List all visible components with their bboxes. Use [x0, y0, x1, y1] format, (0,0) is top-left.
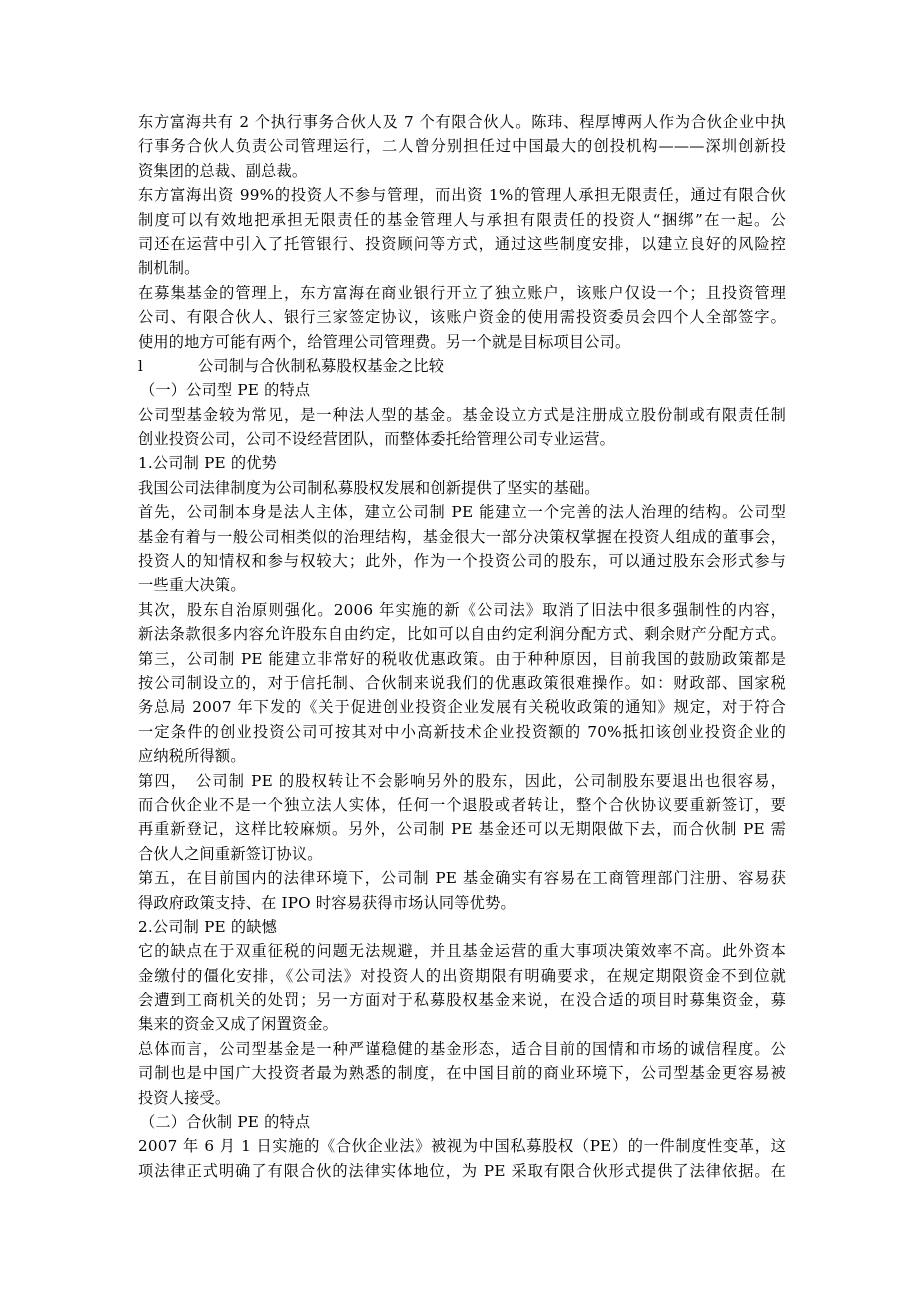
text-line: 一些重大决策。 [138, 576, 246, 595]
text-line: 资集团的总裁、副总裁。 [138, 161, 308, 180]
text-line: 司还在运营中引入了托管银行、投资顾问等方式，通过这些制度安排，以建立良好的风险控 [138, 234, 786, 253]
text-line: 得政府政策支持、在 IPO 时容易获得市场认同等优势。 [138, 893, 516, 912]
text-line: 务总局 2007 年下发的《关于促进创业投资企业发展有关税收政策的通知》规定，对于符合 [138, 698, 786, 717]
text-line: 东方富海共有 2 个执行事务合伙人及 7 个有限合伙人。陈玮、程厚博两人作为合伙企业中执 [138, 113, 786, 131]
text-line: 会遭到工商机关的处罚；另一方面对于私募股权基金来说，在没合适的项目时募集资金，募 [138, 991, 786, 1010]
text-line: 项法律正式明确了有限合伙的法律实体地位，为 PE 采取有限合伙形式提供了法律依据。在 [138, 1161, 786, 1180]
text-line: 2007 年 6 月 1 日实施的《合伙企业法》被视为中国私募股权（PE）的一件制度性变革，这 [138, 1137, 786, 1156]
text-line: 创业投资公司，公司不设经营团队，而整体委托给管理公司专业运营。 [138, 430, 616, 449]
subsection-heading: （一）公司型 PE 的特点 [140, 381, 311, 400]
text-line: 其次，股东自治原则强化。2006 年实施的新《公司法》取消了旧法中很多强制性的内容， [138, 600, 786, 619]
bullet-marker: l [138, 356, 144, 375]
text-line: 使用的地方可能有两个，给管理公司管理费。另一个就是目标项目公司。 [138, 332, 631, 351]
text-line: 公司型基金较为常见，是一种法人型的基金。基金设立方式是注册成立股份制或有限责任制 [138, 405, 786, 424]
text-line: 第四， 公司制 PE 的股权转让不会影响另外的股东，因此，公司制股东要退出也很容易， [138, 771, 786, 790]
text-line: 东方富海出资 99%的投资人不参与管理，而出资 1%的管理人承担无限责任，通过有限合伙 [138, 186, 786, 205]
text-line: 第三，公司制 PE 能建立非常好的税收优惠政策。由于种种原因，目前我国的鼓励政策都是 [138, 649, 786, 668]
text-line: 投资人接受。 [138, 1088, 231, 1107]
text-line: 制度可以有效地把承担无限责任的基金管理人与承担有限责任的投资人“捆绑”在一起。公 [138, 210, 786, 229]
text-line: 司制也是中国广大投资者最为熟悉的制度，在中国目前的商业环境下，公司型基金更容易被 [138, 1064, 786, 1083]
text-line: 行事务合伙人负责公司管理运行，二人曾分别担任过中国最大的创投机构———深圳创新投 [138, 137, 786, 156]
text-line: 金缴付的僵化安排，《公司法》对投资人的出资期限有明确要求，在规定期限资金不到位就 [138, 966, 786, 985]
text-line: 集来的资金又成了闲置资金。 [138, 1015, 339, 1034]
text-line: 我国公司法律制度为公司制私募股权发展和创新提供了坚实的基础。 [138, 478, 600, 497]
text-line: 按公司制设立的，对于信托制、合伙制来说我们的优惠政策很难操作。如：财政部、国家税 [138, 673, 786, 692]
text-line: 应纳税所得额。 [138, 747, 246, 766]
text-line: 第五，在目前国内的法律环境下，公司制 PE 基金确实有容易在工商管理部门注册、容易获 [138, 869, 786, 888]
text-line: 制机制。 [138, 259, 200, 278]
text-line: 总体而言，公司型基金是一种严谨稳健的基金形态，适合目前的国情和市场的诚信程度。公 [138, 1039, 786, 1058]
text-line: 基金有着与一般公司相类似的治理结构，基金很大一部分决策权掌握在投资人组成的董事会， [138, 527, 786, 546]
text-line: 在募集基金的管理上，东方富海在商业银行开立了独立账户，该账户仅设一个；且投资管理 [138, 283, 786, 302]
text-line: 再重新登记，这样比较麻烦。另外，公司制 PE 基金还可以无期限做下去，而合伙制 PE 需 [138, 820, 786, 839]
text-line: 首先，公司制本身是法人主体，建立公司制 PE 能建立一个完善的法人治理的结构。公司型 [138, 503, 786, 522]
document-page [138, 110, 786, 1183]
text-line: 一定条件的创业投资公司可按其对中小高新技术企业投资额的 70%抵扣该创业投资企业的 [138, 722, 786, 741]
text-line: 合伙人之间重新签订协议。 [138, 844, 323, 863]
text-line: 它的缺点在于双重征税的问题无法规避，并且基金运营的重大事项决策效率不高。此外资本 [138, 942, 786, 961]
numbered-heading: 2.公司制 PE 的缺憾 [138, 917, 277, 936]
text-line: 而合伙企业不是一个独立法人实体，任何一个退股或者转让，整个合伙协议要重新签订，要 [138, 795, 786, 814]
section-heading-text: 公司制与合伙制私募股权基金之比较 [198, 356, 445, 375]
subsection-heading: （二）合伙制 PE 的特点 [140, 1113, 311, 1132]
text-line: 投资人的知情权和参与权较大；此外，作为一个投资公司的股东，可以通过股东会形式参与 [138, 552, 786, 571]
text-line: 新法条款很多内容允许股东自由约定，比如可以自由约定利润分配方式、剩余财产分配方式。 [138, 625, 786, 644]
numbered-heading: 1.公司制 PE 的优势 [138, 454, 277, 473]
section-heading [138, 354, 786, 378]
text-line: 公司、有限合伙人、银行三家签定协议，该账户资金的使用需投资委员会四个人全部签字。 [138, 308, 786, 327]
